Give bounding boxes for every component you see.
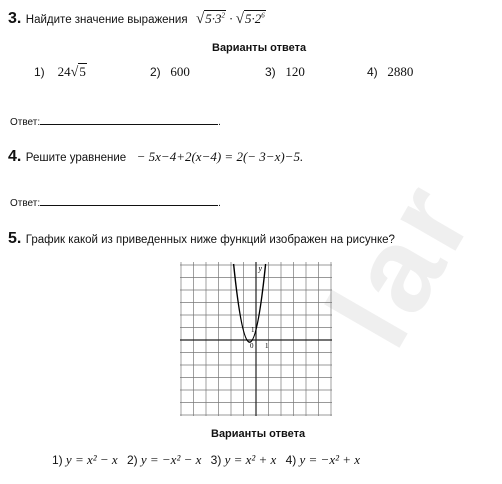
options-title: Варианты ответа — [212, 42, 307, 54]
equation: − 5x−4+2(x−4) = 2(− 3−x)−5. — [136, 149, 304, 164]
sqrt-b: $√5\cdot 2^6$ — [235, 11, 265, 27]
answer-row-q3: Ответ: . — [10, 114, 221, 128]
question-number: 4. — [8, 148, 22, 165]
parabola-curve — [234, 264, 266, 342]
option-2-function: y = −x² − x — [140, 452, 202, 467]
option-4-function: y = −x² + x — [299, 452, 361, 467]
origin-label: 0 — [250, 342, 254, 350]
function-graph — [180, 262, 332, 416]
question-4 — [8, 148, 303, 166]
option-3: 3) 120 — [265, 64, 305, 79]
option-3-function: y = x² + x — [224, 452, 277, 467]
expression: $√5\cdot 3^2 \cdot √5\cdot 2^6$ — [196, 11, 265, 27]
question-3 — [8, 10, 266, 28]
y-axis-label: y — [258, 264, 263, 273]
option-1-function: y = x² − x — [65, 452, 118, 467]
question-number: 3. — [8, 10, 22, 27]
question-number: 5. — [8, 230, 22, 247]
answer-field[interactable] — [40, 195, 218, 206]
question-5 — [8, 230, 395, 248]
options-title: Варианты ответа — [211, 428, 306, 440]
option-1: 1) 24√5 — [34, 64, 86, 80]
q5-options-row: 1) y = x² − x 2) y = −x² − x 3) y = x² + x 4) y = −x² + x — [52, 452, 361, 467]
y-tick-label: 1 — [251, 326, 255, 334]
question-text: Найдите значение выражения — [25, 14, 188, 26]
graph-axes — [180, 262, 332, 416]
question-text: График какой из приведенных ниже функций изображен на рисунке? — [25, 234, 395, 246]
answer-field[interactable] — [40, 114, 218, 125]
option-2: 2) 600 — [150, 64, 190, 79]
option-4: 4) 2880 — [367, 64, 414, 79]
sqrt-a: $√5\cdot 3^2$ — [196, 11, 225, 27]
x-tick-label: 1 — [265, 342, 269, 350]
watermark: lar — [301, 158, 501, 368]
question-text: Решите уравнение — [25, 152, 127, 164]
answer-row-q4: Ответ: . — [10, 195, 221, 209]
